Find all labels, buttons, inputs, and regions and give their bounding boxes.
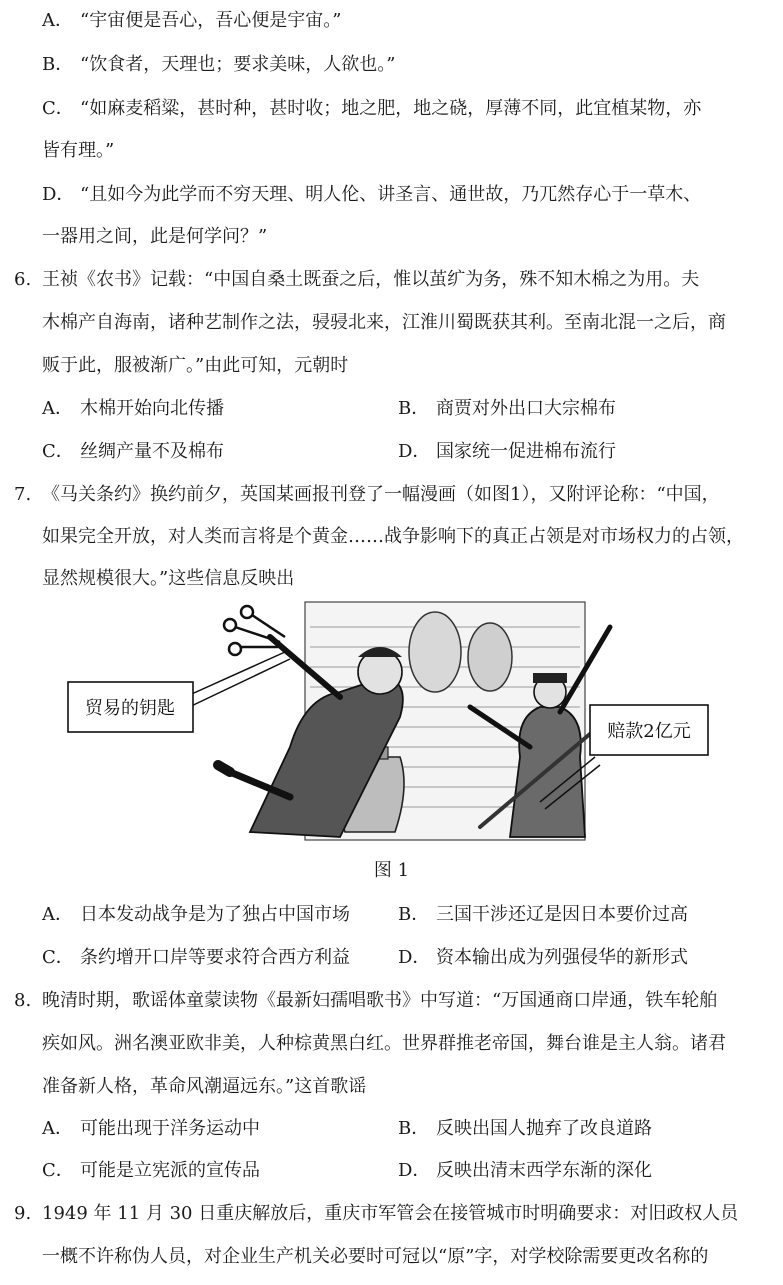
option-letter: C．: [42, 441, 74, 462]
option-letter: C．: [42, 947, 74, 968]
q8-stem-line-3: 准备新人格，革命风潮逼远东。”这首歌谣: [42, 1076, 367, 1097]
option-text: 可能出现于洋务运动中: [80, 1118, 260, 1139]
q6-option-a: [42, 396, 224, 422]
q9-number: 9.: [14, 1203, 32, 1224]
q9-stem-line-1: 1949 年 11 月 30 日重庆解放后，重庆市军管会在接管城市时明确要求：对旧政权人员: [42, 1203, 739, 1224]
q8-option-b: [398, 1116, 652, 1142]
callout-pointer-left: [185, 652, 290, 709]
option-b: [42, 52, 395, 78]
q7-number: 7.: [14, 484, 32, 505]
option-text: 国家统一促进棉布流行: [436, 441, 616, 462]
q6-number: 6.: [14, 269, 32, 290]
option-letter: B．: [398, 398, 430, 419]
q7-option-c: [42, 945, 350, 971]
option-letter: B．: [398, 1118, 430, 1139]
option-letter: B．: [42, 54, 74, 75]
option-text: 反映出国人抛弃了改良道路: [436, 1118, 652, 1139]
q7-stem-line-2: 如果完全开放，对人类而言将是个黄金……战争影响下的真正占领是对市场权力的占领，: [42, 526, 744, 547]
option-letter: A．: [42, 398, 73, 419]
option-letter: D．: [398, 947, 431, 968]
q8-option-d: [398, 1158, 652, 1184]
q7-stem-line-1: 《马关条约》换约前夕，英国某画报刊登了一幅漫画（如图1），又附评论称：“中国，: [42, 484, 720, 505]
option-text: 日本发动战争是为了独占中国市场: [80, 904, 350, 925]
option-text: “如麻麦稻粱，甚时种，甚时收；地之肥，地之硗，厚薄不同，此宜植某物，亦: [80, 98, 702, 119]
q7-stem-line-3: 显然规模很大。”这些信息反映出: [42, 568, 295, 589]
q6-stem-line-3: 贩于此，服被渐广。”由此可知，元朝时: [42, 355, 349, 376]
option-letter: A．: [42, 10, 73, 31]
option-text: 三国干涉还辽是因日本要价过高: [436, 904, 688, 925]
option-d: [42, 182, 701, 208]
q7-option-d: [398, 945, 688, 971]
q6-option-c: [42, 439, 224, 465]
option-a: [42, 8, 341, 34]
option-letter: D．: [398, 441, 431, 462]
option-letter: C．: [42, 98, 74, 119]
option-text: 条约增开口岸等要求符合西方利益: [80, 947, 350, 968]
option-text: “宇宙便是吾心，吾心便是宇宙。”: [80, 10, 342, 31]
callout-label-right: 赔款2亿元: [607, 721, 691, 742]
q6-stem-line-2: 木棉产自海南，诸种艺制作之法，骎骎北来，江淮川蜀既获其利。至南北混一之后，商: [42, 312, 726, 333]
q6-option-b: [398, 396, 616, 422]
figure-caption: 图 1: [373, 860, 410, 881]
option-text: 丝绸产量不及棉布: [80, 441, 224, 462]
option-d-continuation: 一器用之间，此是何学问？”: [42, 226, 268, 247]
q8-option-a: [42, 1116, 260, 1142]
option-letter: D．: [398, 1160, 431, 1181]
q8-option-c: [42, 1158, 260, 1184]
q8-number: 8.: [14, 990, 32, 1011]
option-text: “且如今为此学而不穷天理、明人伦、讲圣言、通世故，乃兀然存心于一草木、: [80, 184, 702, 205]
option-c-continuation: 皆有理。”: [42, 140, 115, 161]
option-letter: A．: [42, 1118, 73, 1139]
option-letter: B．: [398, 904, 430, 925]
q8-stem-line-1: 晚清时期，歌谣体童蒙读物《最新妇孺唱歌书》中写道：“万国通商口岸通，铁车轮舶: [42, 990, 718, 1011]
q7-option-a: [42, 902, 350, 928]
q7-option-b: [398, 902, 688, 928]
option-letter: A．: [42, 904, 73, 925]
option-text: 木棉开始向北传播: [80, 398, 224, 419]
option-text: 反映出清末西学东渐的深化: [436, 1160, 652, 1181]
q8-stem-line-2: 疾如风。洲名澳亚欧非美，人种棕黄黑白红。世界群推老帝国，舞台谁是主人翁。诸君: [42, 1033, 726, 1054]
callout-label-left: 贸易的钥匙: [85, 698, 175, 719]
option-text: 可能是立宪派的宣传品: [80, 1160, 260, 1181]
option-text: 商贾对外出口大宗棉布: [436, 398, 616, 419]
option-letter: D．: [42, 184, 75, 205]
option-text: 资本输出成为列强侵华的新形式: [436, 947, 688, 968]
option-c: [42, 96, 701, 122]
q6-stem-line-1: 王祯《农书》记载：“中国自桑土既蚕之后，惟以茧纩为务，殊不知木棉之为用。夫: [42, 269, 700, 290]
option-text: “饮食者，天理也；要求美味，人欲也。”: [80, 54, 396, 75]
q6-option-d: [398, 439, 616, 465]
q9-stem-line-2: 一概不许称伪人员，对企业生产机关必要时可冠以“原”字，对学校除需要更改名称的: [42, 1246, 709, 1267]
cartoon-figure: [40, 597, 760, 847]
option-letter: C．: [42, 1160, 74, 1181]
